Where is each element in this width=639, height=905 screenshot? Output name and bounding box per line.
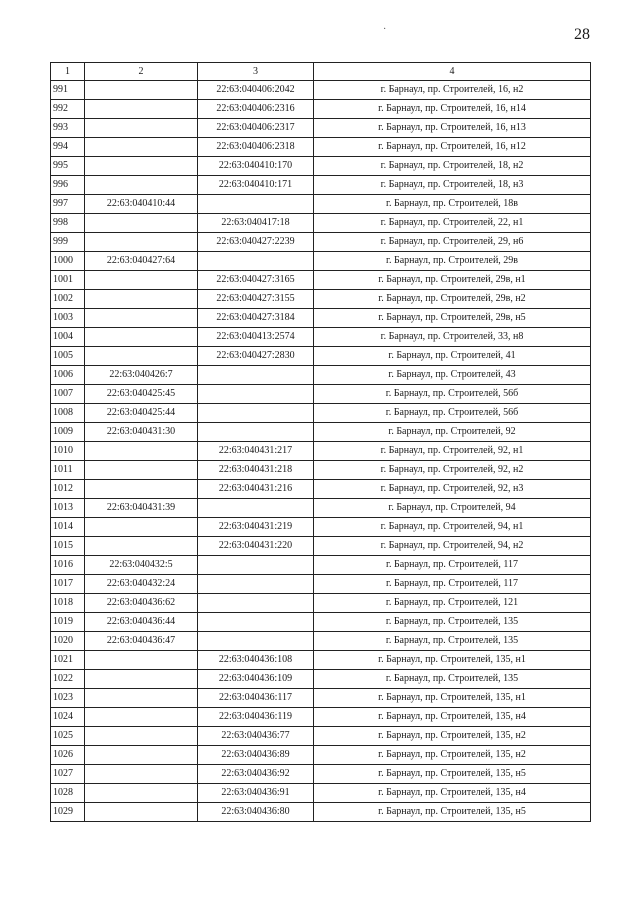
address-cell: г. Барнаул, пр. Строителей, 135 xyxy=(314,670,591,689)
row-number-cell: 996 xyxy=(51,176,85,195)
table-row xyxy=(51,290,591,309)
table-header-row xyxy=(51,63,591,81)
building-cadastral-cell: 22:63:040427:2239 xyxy=(198,233,314,252)
building-cadastral-cell xyxy=(198,195,314,214)
land-cadastral-cell xyxy=(85,290,198,309)
table-row xyxy=(51,689,591,708)
building-cadastral-cell: 22:63:040427:2830 xyxy=(198,347,314,366)
building-cadastral-cell: 22:63:040431:219 xyxy=(198,518,314,537)
registry-table xyxy=(50,62,591,822)
table-row xyxy=(51,309,591,328)
page-number: 28 xyxy=(574,26,590,43)
row-number-cell: 1007 xyxy=(51,385,85,404)
building-cadastral-cell: 22:63:040436:109 xyxy=(198,670,314,689)
row-number-cell: 1003 xyxy=(51,309,85,328)
building-cadastral-cell: 22:63:040436:89 xyxy=(198,746,314,765)
land-cadastral-cell xyxy=(85,746,198,765)
row-number-cell: 1012 xyxy=(51,480,85,499)
row-number-cell: 1024 xyxy=(51,708,85,727)
address-cell: г. Барнаул, пр. Строителей, 18, н2 xyxy=(314,157,591,176)
row-number-cell: 1023 xyxy=(51,689,85,708)
table-row xyxy=(51,556,591,575)
land-cadastral-cell xyxy=(85,518,198,537)
table-row xyxy=(51,461,591,480)
land-cadastral-cell: 22:63:040410:44 xyxy=(85,195,198,214)
building-cadastral-cell: 22:63:040410:170 xyxy=(198,157,314,176)
building-cadastral-cell: 22:63:040427:3165 xyxy=(198,271,314,290)
table-row xyxy=(51,366,591,385)
land-cadastral-cell xyxy=(85,442,198,461)
land-cadastral-cell xyxy=(85,214,198,233)
table-row xyxy=(51,765,591,784)
address-cell: г. Барнаул, пр. Строителей, 33, н8 xyxy=(314,328,591,347)
address-cell: г. Барнаул, пр. Строителей, 41 xyxy=(314,347,591,366)
building-cadastral-cell xyxy=(198,575,314,594)
address-cell: г. Барнаул, пр. Строителей, 135, н5 xyxy=(314,803,591,822)
column-header-1: 1 xyxy=(51,63,85,81)
land-cadastral-cell xyxy=(85,480,198,499)
land-cadastral-cell: 22:63:040436:44 xyxy=(85,613,198,632)
address-cell: г. Барнаул, пр. Строителей, 92, н1 xyxy=(314,442,591,461)
address-cell: г. Барнаул, пр. Строителей, 92, н3 xyxy=(314,480,591,499)
address-cell: г. Барнаул, пр. Строителей, 135, н4 xyxy=(314,784,591,803)
address-cell: г. Барнаул, пр. Строителей, 92, н2 xyxy=(314,461,591,480)
table-row xyxy=(51,670,591,689)
land-cadastral-cell xyxy=(85,670,198,689)
table-row xyxy=(51,594,591,613)
row-number-cell: 1027 xyxy=(51,765,85,784)
row-number-cell: 1015 xyxy=(51,537,85,556)
land-cadastral-cell: 22:63:040431:30 xyxy=(85,423,198,442)
row-number-cell: 1018 xyxy=(51,594,85,613)
building-cadastral-cell xyxy=(198,423,314,442)
building-cadastral-cell: 22:63:040413:2574 xyxy=(198,328,314,347)
address-cell: г. Барнаул, пр. Строителей, 121 xyxy=(314,594,591,613)
row-number-cell: 992 xyxy=(51,100,85,119)
land-cadastral-cell: 22:63:040426:7 xyxy=(85,366,198,385)
address-cell: г. Барнаул, пр. Строителей, 29в, н5 xyxy=(314,309,591,328)
row-number-cell: 1009 xyxy=(51,423,85,442)
row-number-cell: 1004 xyxy=(51,328,85,347)
address-cell: г. Барнаул, пр. Строителей, 94, н2 xyxy=(314,537,591,556)
row-number-cell: 1021 xyxy=(51,651,85,670)
address-cell: г. Барнаул, пр. Строителей, 56б xyxy=(314,385,591,404)
row-number-cell: 1025 xyxy=(51,727,85,746)
address-cell: г. Барнаул, пр. Строителей, 16, н14 xyxy=(314,100,591,119)
row-number-cell: 997 xyxy=(51,195,85,214)
row-number-cell: 994 xyxy=(51,138,85,157)
row-number-cell: 1008 xyxy=(51,404,85,423)
table-row xyxy=(51,176,591,195)
address-cell: г. Барнаул, пр. Строителей, 16, н2 xyxy=(314,81,591,100)
address-cell: г. Барнаул, пр. Строителей, 94 xyxy=(314,499,591,518)
table-row xyxy=(51,138,591,157)
table-row xyxy=(51,385,591,404)
table-row xyxy=(51,271,591,290)
row-number-cell: 1005 xyxy=(51,347,85,366)
land-cadastral-cell xyxy=(85,689,198,708)
row-number-cell: 1017 xyxy=(51,575,85,594)
building-cadastral-cell: 22:63:040436:119 xyxy=(198,708,314,727)
row-number-cell: 1010 xyxy=(51,442,85,461)
table-row xyxy=(51,100,591,119)
land-cadastral-cell: 22:63:040427:64 xyxy=(85,252,198,271)
address-cell: г. Барнаул, пр. Строителей, 16, н12 xyxy=(314,138,591,157)
table-row xyxy=(51,803,591,822)
address-cell: г. Барнаул, пр. Строителей, 135 xyxy=(314,632,591,651)
land-cadastral-cell xyxy=(85,765,198,784)
address-cell: г. Барнаул, пр. Строителей, 29, н6 xyxy=(314,233,591,252)
address-cell: г. Барнаул, пр. Строителей, 29в, н1 xyxy=(314,271,591,290)
building-cadastral-cell: 22:63:040436:91 xyxy=(198,784,314,803)
row-number-cell: 1013 xyxy=(51,499,85,518)
row-number-cell: 998 xyxy=(51,214,85,233)
building-cadastral-cell: 22:63:040427:3184 xyxy=(198,309,314,328)
row-number-cell: 1006 xyxy=(51,366,85,385)
table-row xyxy=(51,404,591,423)
table-row xyxy=(51,347,591,366)
row-number-cell: 1029 xyxy=(51,803,85,822)
address-cell: г. Барнаул, пр. Строителей, 43 xyxy=(314,366,591,385)
building-cadastral-cell xyxy=(198,499,314,518)
row-number-cell: 1002 xyxy=(51,290,85,309)
address-cell: г. Барнаул, пр. Строителей, 92 xyxy=(314,423,591,442)
row-number-cell: 995 xyxy=(51,157,85,176)
building-cadastral-cell xyxy=(198,404,314,423)
building-cadastral-cell: 22:63:040431:217 xyxy=(198,442,314,461)
building-cadastral-cell: 22:63:040406:2317 xyxy=(198,119,314,138)
address-cell: г. Барнаул, пр. Строителей, 135, н4 xyxy=(314,708,591,727)
land-cadastral-cell xyxy=(85,309,198,328)
building-cadastral-cell xyxy=(198,556,314,575)
land-cadastral-cell: 22:63:040432:24 xyxy=(85,575,198,594)
land-cadastral-cell xyxy=(85,727,198,746)
building-cadastral-cell xyxy=(198,252,314,271)
building-cadastral-cell: 22:63:040436:80 xyxy=(198,803,314,822)
column-header-2: 2 xyxy=(85,63,198,81)
building-cadastral-cell: 22:63:040406:2042 xyxy=(198,81,314,100)
land-cadastral-cell: 22:63:040432:5 xyxy=(85,556,198,575)
land-cadastral-cell xyxy=(85,328,198,347)
row-number-cell: 1016 xyxy=(51,556,85,575)
address-cell: г. Барнаул, пр. Строителей, 117 xyxy=(314,575,591,594)
building-cadastral-cell: 22:63:040417:18 xyxy=(198,214,314,233)
building-cadastral-cell xyxy=(198,632,314,651)
row-number-cell: 1019 xyxy=(51,613,85,632)
table-row xyxy=(51,328,591,347)
address-cell: г. Барнаул, пр. Строителей, 18, н3 xyxy=(314,176,591,195)
land-cadastral-cell: 22:63:040425:44 xyxy=(85,404,198,423)
building-cadastral-cell: 22:63:040431:216 xyxy=(198,480,314,499)
address-cell: г. Барнаул, пр. Строителей, 135, н5 xyxy=(314,765,591,784)
land-cadastral-cell xyxy=(85,461,198,480)
address-cell: г. Барнаул, пр. Строителей, 16, н13 xyxy=(314,119,591,138)
land-cadastral-cell xyxy=(85,784,198,803)
table-row xyxy=(51,214,591,233)
land-cadastral-cell xyxy=(85,100,198,119)
row-number-cell: 1011 xyxy=(51,461,85,480)
building-cadastral-cell: 22:63:040436:117 xyxy=(198,689,314,708)
address-cell: г. Барнаул, пр. Строителей, 18в xyxy=(314,195,591,214)
row-number-cell: 993 xyxy=(51,119,85,138)
table-row xyxy=(51,575,591,594)
address-cell: г. Барнаул, пр. Строителей, 117 xyxy=(314,556,591,575)
land-cadastral-cell xyxy=(85,537,198,556)
table-row xyxy=(51,708,591,727)
building-cadastral-cell xyxy=(198,613,314,632)
table-body xyxy=(51,81,591,822)
table-row xyxy=(51,81,591,100)
table-row xyxy=(51,423,591,442)
table-row xyxy=(51,537,591,556)
building-cadastral-cell: 22:63:040431:220 xyxy=(198,537,314,556)
building-cadastral-cell: 22:63:040410:171 xyxy=(198,176,314,195)
land-cadastral-cell xyxy=(85,81,198,100)
address-cell: г. Барнаул, пр. Строителей, 135 xyxy=(314,613,591,632)
table-row xyxy=(51,746,591,765)
building-cadastral-cell: 22:63:040436:92 xyxy=(198,765,314,784)
address-cell: г. Барнаул, пр. Строителей, 135, н1 xyxy=(314,689,591,708)
land-cadastral-cell xyxy=(85,803,198,822)
row-number-cell: 1022 xyxy=(51,670,85,689)
table-row xyxy=(51,119,591,138)
row-number-cell: 991 xyxy=(51,81,85,100)
column-header-4: 4 xyxy=(314,63,591,81)
land-cadastral-cell xyxy=(85,176,198,195)
building-cadastral-cell: 22:63:040427:3155 xyxy=(198,290,314,309)
table-row xyxy=(51,632,591,651)
row-number-cell: 1000 xyxy=(51,252,85,271)
row-number-cell: 1001 xyxy=(51,271,85,290)
table-row xyxy=(51,252,591,271)
building-cadastral-cell: 22:63:040431:218 xyxy=(198,461,314,480)
building-cadastral-cell: 22:63:040436:108 xyxy=(198,651,314,670)
row-number-cell: 1020 xyxy=(51,632,85,651)
address-cell: г. Барнаул, пр. Строителей, 22, н1 xyxy=(314,214,591,233)
address-cell: г. Барнаул, пр. Строителей, 135, н2 xyxy=(314,727,591,746)
row-number-cell: 1026 xyxy=(51,746,85,765)
table-row xyxy=(51,233,591,252)
table-row xyxy=(51,442,591,461)
land-cadastral-cell xyxy=(85,233,198,252)
table-row xyxy=(51,727,591,746)
table-row xyxy=(51,651,591,670)
building-cadastral-cell: 22:63:040406:2316 xyxy=(198,100,314,119)
address-cell: г. Барнаул, пр. Строителей, 135, н1 xyxy=(314,651,591,670)
table-row xyxy=(51,499,591,518)
building-cadastral-cell xyxy=(198,594,314,613)
land-cadastral-cell: 22:63:040431:39 xyxy=(85,499,198,518)
land-cadastral-cell xyxy=(85,347,198,366)
land-cadastral-cell: 22:63:040425:45 xyxy=(85,385,198,404)
land-cadastral-cell xyxy=(85,157,198,176)
column-header-3: 3 xyxy=(198,63,314,81)
table-row xyxy=(51,784,591,803)
row-number-cell: 999 xyxy=(51,233,85,252)
table-row xyxy=(51,613,591,632)
scan-speck: · xyxy=(383,24,387,35)
land-cadastral-cell xyxy=(85,119,198,138)
address-cell: г. Барнаул, пр. Строителей, 56б xyxy=(314,404,591,423)
table-row xyxy=(51,157,591,176)
land-cadastral-cell: 22:63:040436:62 xyxy=(85,594,198,613)
building-cadastral-cell xyxy=(198,366,314,385)
building-cadastral-cell: 22:63:040406:2318 xyxy=(198,138,314,157)
address-cell: г. Барнаул, пр. Строителей, 29в xyxy=(314,252,591,271)
row-number-cell: 1028 xyxy=(51,784,85,803)
address-cell: г. Барнаул, пр. Строителей, 135, н2 xyxy=(314,746,591,765)
address-cell: г. Барнаул, пр. Строителей, 94, н1 xyxy=(314,518,591,537)
address-cell: г. Барнаул, пр. Строителей, 29в, н2 xyxy=(314,290,591,309)
land-cadastral-cell xyxy=(85,138,198,157)
land-cadastral-cell xyxy=(85,651,198,670)
row-number-cell: 1014 xyxy=(51,518,85,537)
table-row xyxy=(51,195,591,214)
table-row xyxy=(51,518,591,537)
building-cadastral-cell: 22:63:040436:77 xyxy=(198,727,314,746)
land-cadastral-cell xyxy=(85,271,198,290)
building-cadastral-cell xyxy=(198,385,314,404)
table-row xyxy=(51,480,591,499)
land-cadastral-cell xyxy=(85,708,198,727)
land-cadastral-cell: 22:63:040436:47 xyxy=(85,632,198,651)
